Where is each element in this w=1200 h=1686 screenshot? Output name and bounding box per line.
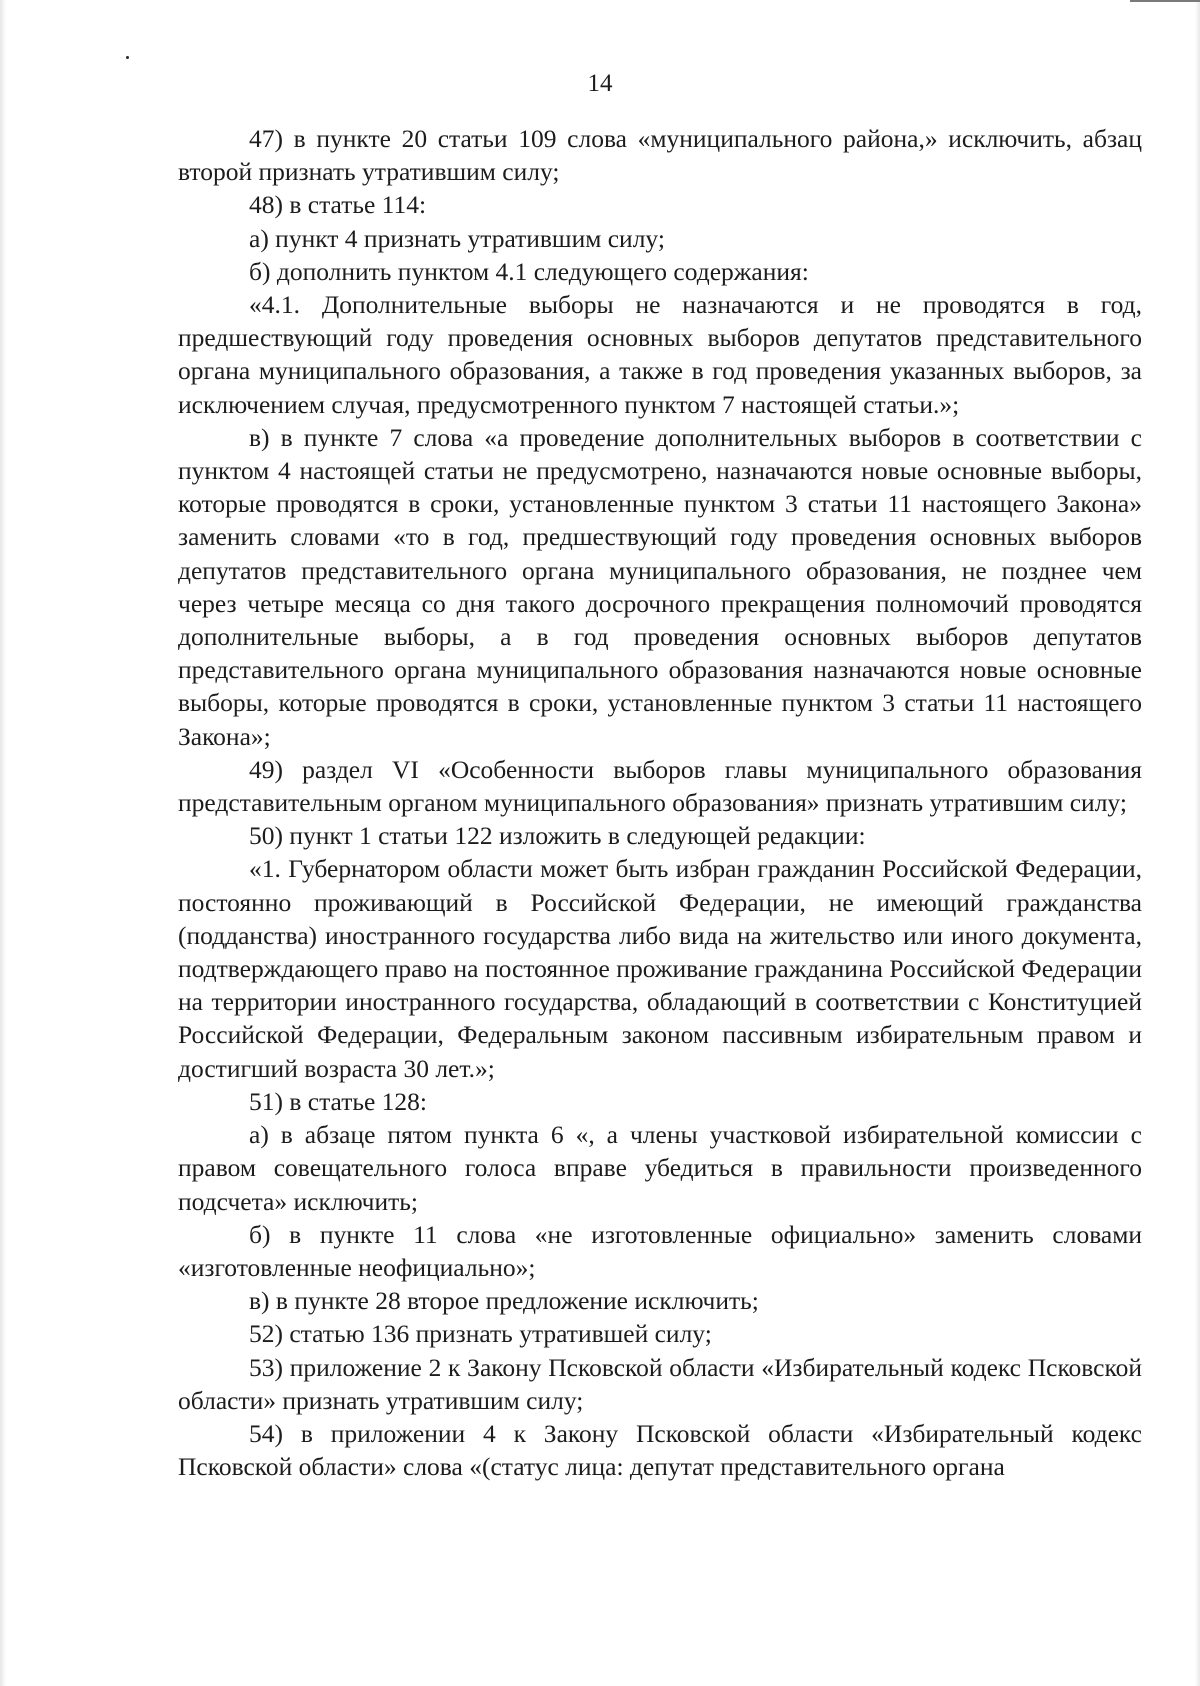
paragraph-quote-1: «1. Губернатором области может быть избран гражданин Российской Федерации, постоянно проживающий в Российской Федерации, не имеющий гражданства (подданства) иностранного государства либо вида на жительство или иного документа, подтверждающего право на постоянное проживание гражданина Российской Федерации на территории иностранного государства, обладающий в соответствии с Конституцией Российской Федерации, Федеральным законом пассивным избирательным правом и достигший возраста 30 лет.»;	[178, 854, 1142, 1083]
scan-edge-left	[0, 0, 6, 1686]
paragraph-item-53: 53) приложение 2 к Закону Псковской области «Избирательный кодекс Псковской области» признать утратившим силу;	[178, 1352, 1142, 1415]
paragraph-subitem-48b: б) дополнить пунктом 4.1 следующего содержания:	[249, 256, 809, 286]
paragraph-subitem-51b: б) в пункте 11 слова «не изготовленные официально» заменить словами «изготовленные неофициально»;	[178, 1219, 1142, 1282]
paragraph-item-47: 47) в пункте 20 статьи 109 слова «муниципального района,» исключить, абзац второй признать утратившим силу;	[178, 124, 1142, 187]
scan-edge-right	[1195, 0, 1200, 1686]
paragraph-item-50: 50) пункт 1 статьи 122 изложить в следующей редакции:	[249, 821, 866, 851]
paragraph-quote-4-1: «4.1. Дополнительные выборы не назначаются и не проводятся в год, предшествующий году проведения основных выборов депутатов представительного органа муниципального образования, а также в год проведения указанных выборов, за исключением случая, предусмотренного пунктом 7 настоящей статьи.»;	[178, 290, 1142, 419]
paragraph-item-52: 52) статью 136 признать утратившей силу;	[249, 1319, 712, 1349]
paragraph-item-48: 48) в статье 114:	[249, 190, 427, 220]
document-body	[178, 122, 1142, 1483]
scan-dot	[126, 56, 129, 59]
paragraph-subitem-48v: в) в пункте 7 слова «а проведение дополнительных выборов в соответствии с пунктом 4 настоящей статьи не предусмотрено, назначаются новые основные выборы, которые проводятся в сроки, установленные пунктом 3 статьи 11 настоящего Закона» заменить словами «то в год, предшествующий году проведения основных выборов депутатов представительного органа муниципального образования, не позднее чем через четыре месяца со дня такого досрочного прекращения полномочий проводятся дополнительные выборы, а в год проведения основных выборов депутатов представительного органа муниципального образования назначаются новые основные выборы, которые проводятся в сроки, установленные пунктом 3 статьи 11 настоящего Закона»;	[178, 422, 1142, 751]
paragraph-subitem-48a: а) пункт 4 признать утратившим силу;	[249, 223, 665, 253]
paragraph-item-51: 51) в статье 128:	[249, 1086, 428, 1116]
paragraph-item-49: 49) раздел VI «Особенности выборов главы муниципального образования представительным органом муниципального образования» признать утратившим силу;	[178, 754, 1142, 818]
paragraph-item-54: 54) в приложении 4 к Закону Псковской области «Избирательный кодекс Псковской области» слова «(статус лица: депутат представительного органа	[178, 1418, 1142, 1482]
paragraph-subitem-51v: в) в пункте 28 второе предложение исключить;	[249, 1286, 759, 1316]
scan-mark	[1130, 0, 1200, 2]
paragraph-subitem-51a: а) в абзаце пятом пункта 6 «, а члены участковой избирательной комиссии с правом совещательного голоса вправе убедиться в правильности произведенного подсчета» исключить;	[178, 1120, 1142, 1216]
page-number: 14	[587, 70, 613, 97]
